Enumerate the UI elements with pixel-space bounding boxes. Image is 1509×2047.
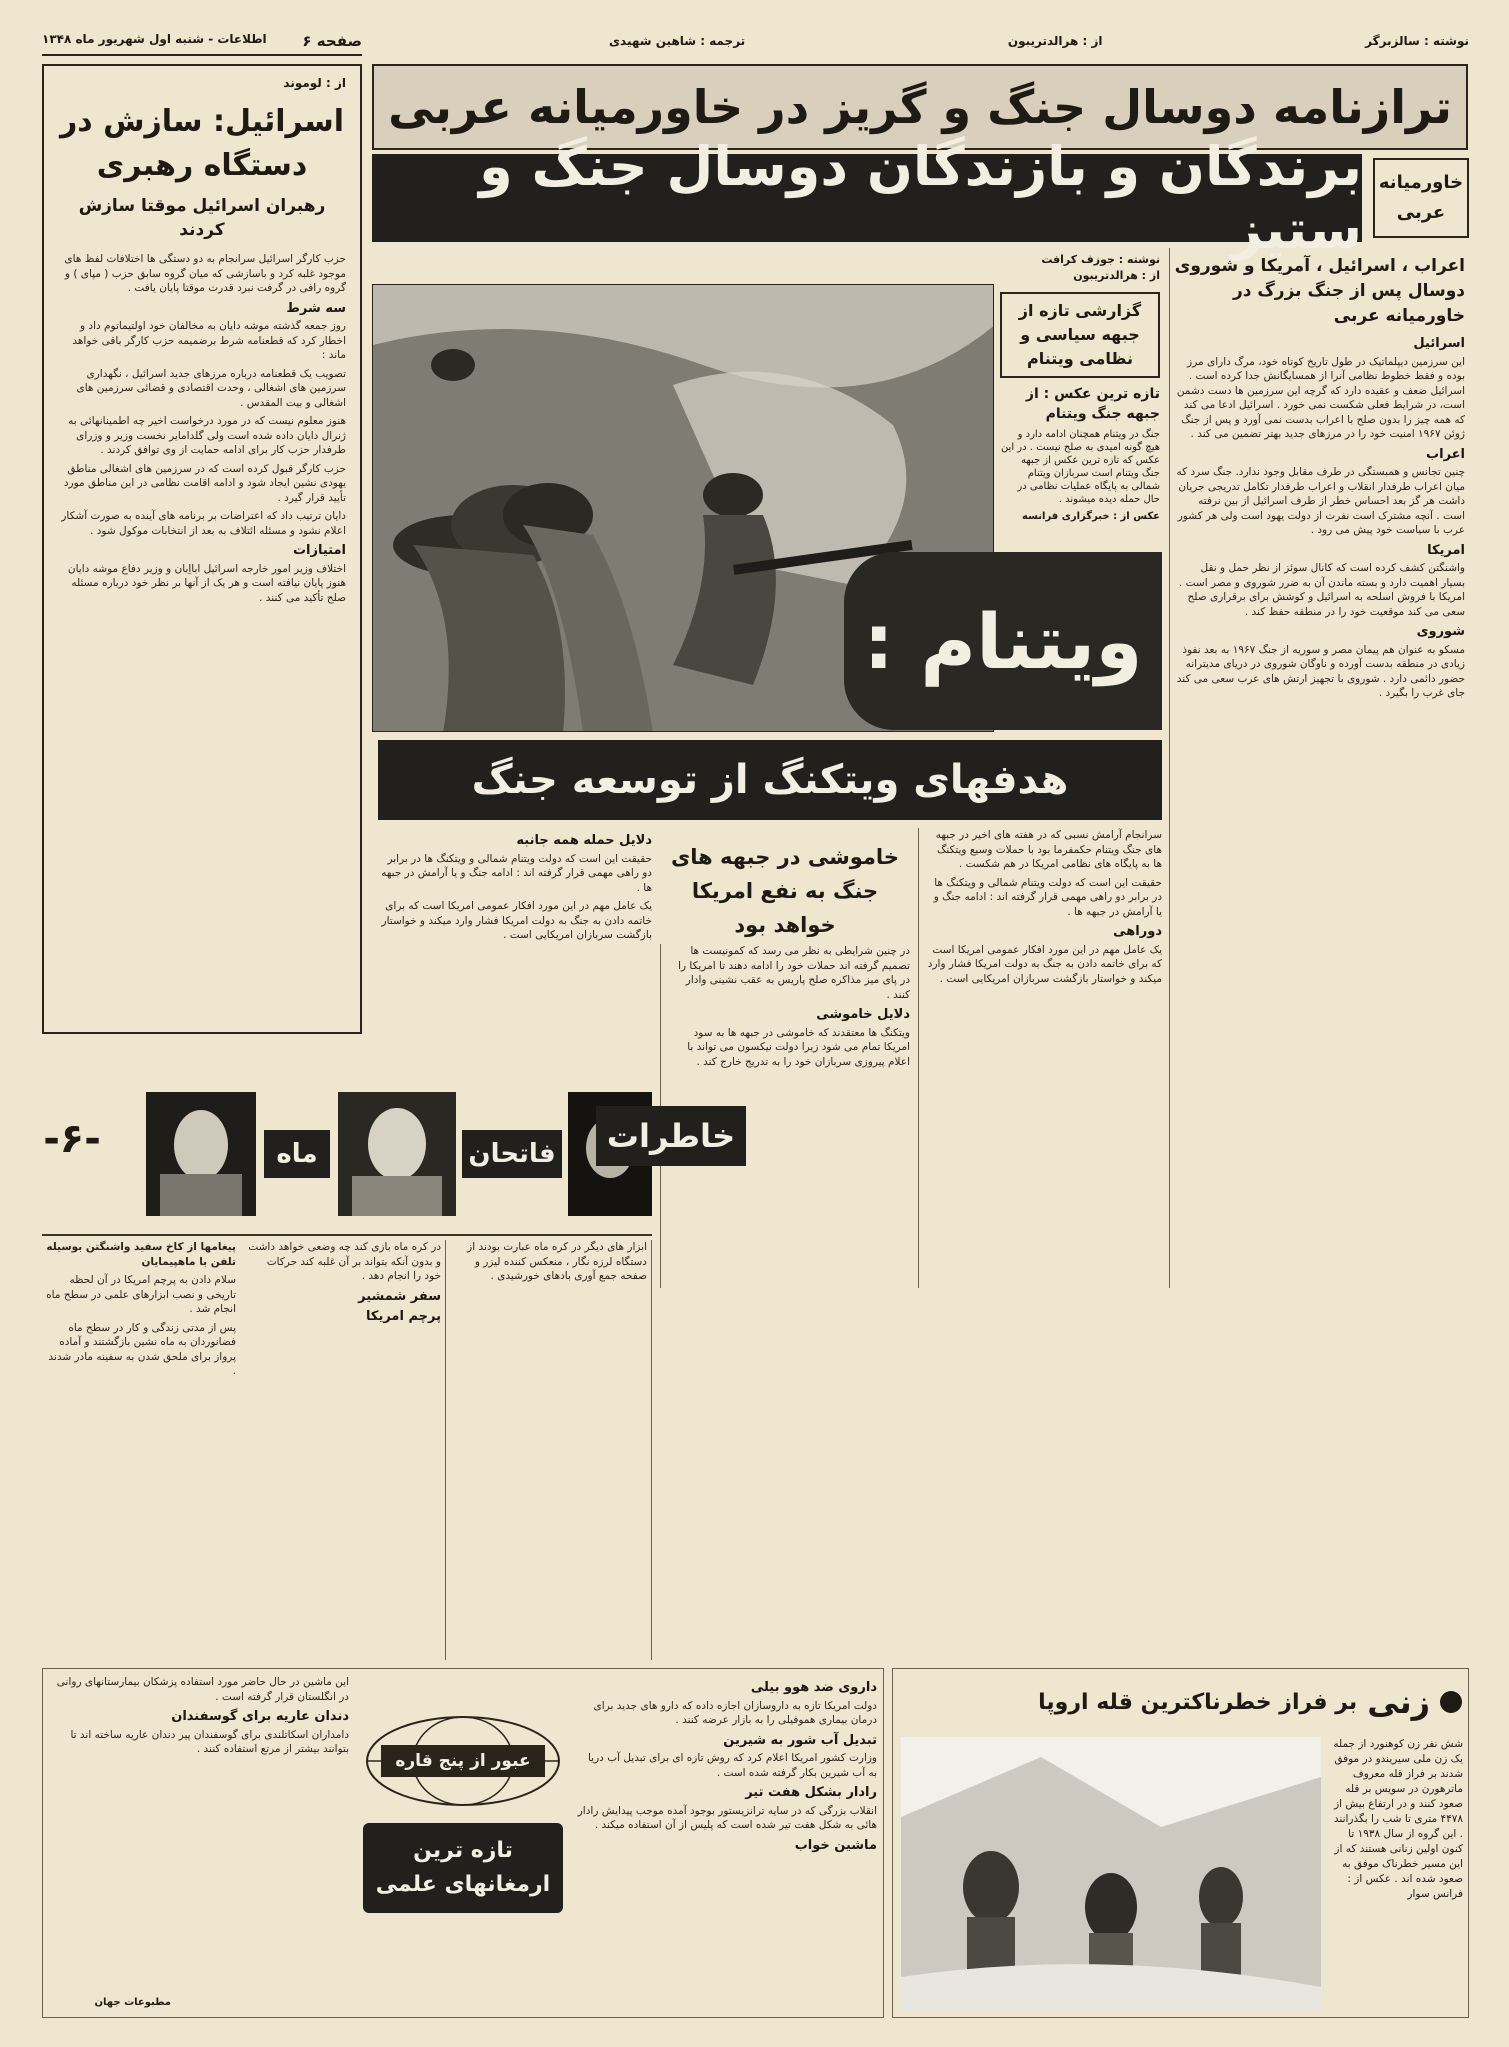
page-number: صفحه ۶ [302,32,362,50]
science-paragraph: انقلاب بزرگی که در سایه ترانزیستور بوجود آمده موجب پیدایش رادار هائی به شکل هفت تیر شده است که پلیس از آن استفاده میکند . [577,1804,877,1831]
masthead-author: نوشته : سالزبرگر [1365,34,1469,48]
main-headline: ترازنامه دوسال جنگ و گریز در خاورمیانه عربی [388,80,1452,134]
vietnam-column-3 [378,828,652,1068]
science-heading: داروی ضد هوو بیلی [750,1680,877,1695]
right-section-title: اسرائیل [1413,336,1465,351]
left-article-paragraph: تصویب یک قطعنامه درباره مرزهای جدید اسرائیل ، نگهداری سرزمین های اشغالی ، وحدت اقتصادی و قضائی سرزمین های اشغالی و بیت المقدس . [76,367,346,409]
memoir-title-word-3: ماه [264,1130,330,1178]
vietnam-photo-title: تازه ترین عکس : از جبهه جنگ ویتنام [1025,386,1160,422]
science-badge-text: عبور از پنج قاره [395,1751,531,1771]
vietnam-paragraph: یک عامل مهم در این مورد افکار عمومی امریکا است که برای خاتمه دادن به جنگ به دولت امریکا فشار وارد میکند و خواستار بازگشت سربازان امریکایی است . [927,943,1162,985]
memoir-paragraph: در کره ماه بازی کند چه وضعی خواهد داشت و بدون آنکه بتواند بر آن غلبه کند حرکات خود را انجام دهد . [248,1241,441,1282]
memoir-paragraph: سلام دادن به پرچم امریکا در آن لحظه تاریخی و نصب ابزارهای علمی در سطح ماه انجام شد . [46,1274,236,1315]
vietnam-source: از : هرالدتریبون [1073,269,1160,282]
vietnam-photo-caption: جنگ در ویتنام همچنان ادامه دارد و هیچ گونه امیدی به صلح نیست . در این عکس که تازه ترین عکس از جبهه جنگ ویتنام است سربازان ویتنام شمالی به پایگاه عملیات نظامی در حال حمله دیده میشوند . [1000,429,1160,505]
right-section-text: مسکو به عنوان هم پیمان مصر و سوریه از جنگ ۱۹۶۷ به بعد نفوذ زیادی در منطقه بدست آورده و ناوگان شوروی در دریای مدیترانه حضور دائمی دارد . شوروی با تجهیز ارتش های عرب سعی می کند جای غرب را بگیرد . [1176,643,1465,699]
vietnam-photo-text [1000,384,1160,554]
masthead-source: از : هرالدتریبون [1007,34,1103,48]
alps-headline: بر فراز خطرناکترین قله اروپا [1038,1689,1358,1715]
vietnam-subhead: خاموشی در جبهه های جنگ به نفع امریکا خواهد بود [671,845,899,937]
alps-header [901,1677,1462,1727]
right-section-title: امریکا [1427,542,1465,558]
masthead-left [42,32,362,56]
vietnam-paragraph: در چنین شرایطی به نظر می رسد که کمونیست ها تصمیم گرفته اند حملات خود را ادامه دهند تا امریکا را در پای میز مذاکره صلح پاریس به عقب نشینی وادار کنند . [678,945,910,1001]
left-article-paragraph: روز جمعه گذشته موشه دایان به مخالفان خود اولتیماتوم داد و اخطار کرد که قطعنامه شرط برضمیمه حزب کارگر باقی خواهد ماند : [72,320,346,361]
banner-headline: برندگان و بازندگان دوسال جنگ و ستیز [372,154,1362,242]
vietnam-section-title: دلایل خاموشی [816,1007,910,1022]
memoir-paragraph: پس از مدتی زندگی و کار در سطح ماه فضانوردان به ماه نشین بازگشتند و آماده پرواز برای ملحق شدن به سفینه مادر شدند . [48,1321,236,1377]
masthead-translator: ترجمه : شاهین شهیدی [609,34,746,48]
science-paragraph: دولت امریکا تازه به داروسازان اجازه داده که دارو های جدید برای درمان بیماری هموفیلی را به بازار عرضه کنند . [593,1699,877,1726]
science-subtitle: تازه ترین ارمغانهای علمی [363,1823,563,1913]
alps-caption: شش نفر زن کوهنورد از جمله یک زن ملی سیریندو در موفق شدند بر فراز قله معروف ماترهورن در سویس بر قله صعود کنند و در ارتفاع بیش از ۴۴۷۸ متری تا شب را بگذرانند . این گروه از سال ۱۹۳۸ تا کنون اولین زنانی هستند که از این مسیر خطرناک موفق به صعود شده اند . عکس از : فرانس سوار [1333,1738,1463,1900]
vietnam-report-box: گزارشی تازه از جبهه سیاسی و نظامی ویتنام [1000,292,1160,378]
right-section-title: اعراب [1426,446,1465,462]
science-heading: تبدیل آب شور به شیرین [723,1732,877,1748]
left-article-source: از : لوموند [283,76,346,90]
right-section-title: شوروی [1416,624,1465,639]
science-heading: دندان عاریه برای گوسفندان [171,1709,349,1724]
memoir-divider [42,1234,652,1236]
memoir-part-number: -۶- [43,1116,101,1162]
memoir-title-word-2: فاتحان [462,1130,562,1178]
vietnam-paragraph: یک عامل مهم در این مورد افکار عمومی امریکا است که برای خاتمه دادن به جنگ به دولت امریکا فشار وارد میکند و خواستار بازگشت سربازان امریکایی است . [381,900,652,941]
science-paragraph: این ماشین در حال حاضر مورد استفاده پزشکان بیمارستانهای روانی در انگلستان قرار گرفته است . [56,1676,349,1703]
left-article-subhead: رهبران اسرائیل موقتا سازش کردند [78,196,326,240]
banner-side-label: خاورمیانه عربی [1373,158,1469,238]
alps-box [892,1668,1469,2018]
vietnam-paragraph: حقیقت این است که دولت ویتنام شمالی و ویتکنگ ها در برابر دو راهی مهمی قرار گرفته اند : ادامه جنگ و یا آرامش در جبهه ها . [381,852,652,894]
left-article-paragraph: اختلاف وزیر امور خارجه اسرائیل ابااِبان و وزیر دفاع موشه دایان هنوز پایان نیافته است و هر یک از آنها بر نظر خود درباره مسئله صلح تأکید می کنند . [67,562,346,604]
memoir-banner [42,1076,652,1226]
astronaut-portrait-2 [338,1092,456,1216]
vietnam-paragraph: سرانجام آرامش نسبی که در هفته های اخیر در جبهه های جنگ ویتنام حکمفرما بود با حملات وسیع ویتکنگ ها به پایگاه های نظامی امریکا در هم شکست . [935,829,1162,870]
memoir-column-1 [42,1240,240,1660]
right-column [1169,248,1469,1288]
science-heading: ماشین خواب [794,1837,877,1853]
left-article-headline: اسرائیل: سازش در دستگاه رهبری [59,104,344,183]
science-heading: رادار بشکل هفت تیر [745,1785,877,1800]
left-article-paragraph: دایان ترتیب داد که اعتراضات بر برنامه های آینده به صورت آشکار اعلام نشود و مسئله ائتلاف به بعد از انتخابات موکول شود . [61,510,346,537]
alps-climbers-photo [901,1737,1321,2011]
left-article-paragraph: هنوز معلوم نیست که در مورد درخواست اخیر چه اطمینانهائی به ژنرال دایان داده شده است ولی گلدامایر نخست وزیر و وزرای طرفدار حزب کار برای ادامه حمایت از وی توافق کردند . [68,415,346,456]
memoir-section-title: سفر شمشیر [358,1288,441,1304]
right-section-text: این سرزمین دیپلماتیک در طول تاریخ کوتاه خود، مرگ دارای مرز بوده و فقط خطوط نظامی آنرا از همسایگانش جدا کرده است . اسرائیل ضعف و عقیده دارد که گرچه این سرزمین ها دست دشمن است، در شرایط فعلی شکست نمی خورد . اسرائیل ادعا می کند که همه چیز را بدون صلح با اعراب بدست نمی آورد و پس از جنگ ژوئن ۱۹۶۷ امنیت خود را در مرزهای جدید بهتر تضمین می کند . [1176,355,1465,440]
science-paragraph: دامداران اسکاتلندی برای گوسفندان پیر دندان عاریه ساخته اند تا بتوانند بیشتر از مرتع استفاده کنند . [70,1728,349,1755]
vietnam-author: نوشته : جوزف کرافت [1041,253,1160,266]
science-paragraph: وزارت کشور امریکا اعلام کرد که روش تازه ای برای تبدیل آب دریا به آب شیرین بکار گرفته شده است . [587,1752,877,1779]
memoir-paragraph: پیغامها از کاخ سفید واشنگتن بوسیله تلفن با ماهپیمایان [46,1241,236,1268]
masthead-right [609,34,1469,56]
left-article-paragraph: حزب کارگر قبول کرده است که در سرزمین های اشغالی مناطق یهودی نشین ایجاد شود و ادامه اقامت نظامی در این مناطق مورد تأیید قرار گیرد . [63,462,346,504]
date-line: اطلاعات - شنبه اول شهریور ماه ۱۳۴۸ [42,32,267,46]
right-section-text: چنین تجانس و همبستگی در طرف مقابل وجود ندارد. جنگ سرد که میان اعراب طرفدار انقلاب و اعراب طرفدار تکامل تدریجی جریان داشت هر گز بعد احساس خطر از طرف اسرائیل از بین نرفته است . آنچه مشترک است نفرت از دولت یهود است ولی هر کشور عرب با سیاست خود پیش می رود . [1176,466,1465,536]
vietnam-byline [1000,252,1160,292]
left-article [42,64,362,1034]
alps-dot-icon [1440,1691,1462,1713]
vietnam-photo-credit: عکس از : خبرگزاری فرانسه [1022,511,1160,522]
left-article-paragraph: حزب کارگر اسرائیل سرانجام به دو دستگی ها اختلافات لفظ های موجود غلبه کرد و باسازشی که میان گروه سابق حزب ( مپای ) و گروه رافی در گرفت نبرد قدرت موقتا پایان یافت . [64,253,346,294]
vietnam-headline: هدفهای ویتکنگ از توسعه جنگ [378,740,1162,820]
vietnam-column-1 [918,828,1162,1288]
vietnam-paragraph: حقیقت این است که دولت ویتنام شمالی و ویتکنگ ها در برابر دو راهی مهمی قرار گرفته اند : ادامه جنگ و یا آرامش در جبهه ها . [933,876,1162,918]
science-footer: مطبوعات جهان [94,1997,171,2008]
science-column-right [577,1675,877,2011]
left-article-section-title: سه شرط [286,300,346,316]
climbers-illustration [901,1737,1321,2011]
alps-badge: زنی [1367,1683,1430,1721]
vietnam-section-title: دلایل حمله همه جانبه [516,833,652,848]
right-section-text: واشنگتن کشف کرده است که کانال سوئز از نظر حمل و نقل بسیار اهمیت دارد و بسته ماندن آن به ضرر شوروی و مصر است . امریکا با فروش اسلحه به اسرائیل و کوشش برای برقراری صلح سعی می کند موقعیت خود را در منطقه حفظ کند . [1178,562,1465,618]
memoir-column-2 [248,1240,446,1660]
memoir-title-word-1: خاطرات [596,1106,746,1166]
memoir-section-title: پرچم امریکا [366,1309,441,1324]
science-badge [361,1709,565,1813]
vietnam-paragraph: ویتکنگ ها معتقدند که خاموشی در جبهه ها به سود امریکا تمام می شود زیرا دولت نیکسون می تواند با اعلام پیروزی سربازان خود را به تدریج خارج کند . [687,1026,910,1068]
astronaut-portrait-1 [146,1092,256,1216]
science-column-left [51,1675,349,2011]
right-column-headline: اعراب ، اسرائیل ، آمریکا و شوروی دوسال پس از جنگ بزرگ در خاورمیانه عربی [1174,256,1465,326]
memoir-paragraph: ابزار های دیگر در کره ماه عبارت بودند از دستگاه لرزه نگار ، منعکس کننده لیزر و صفحه جمع آوری بادهای خورشیدی . [467,1241,647,1282]
vietnam-section-title: دوراهی [1113,924,1162,939]
memoir-column-3 [454,1240,652,1660]
vietnam-big-title: ویتنام : [844,552,1162,730]
science-box [42,1668,884,2018]
left-article-section-title: امتیازات [292,543,346,558]
